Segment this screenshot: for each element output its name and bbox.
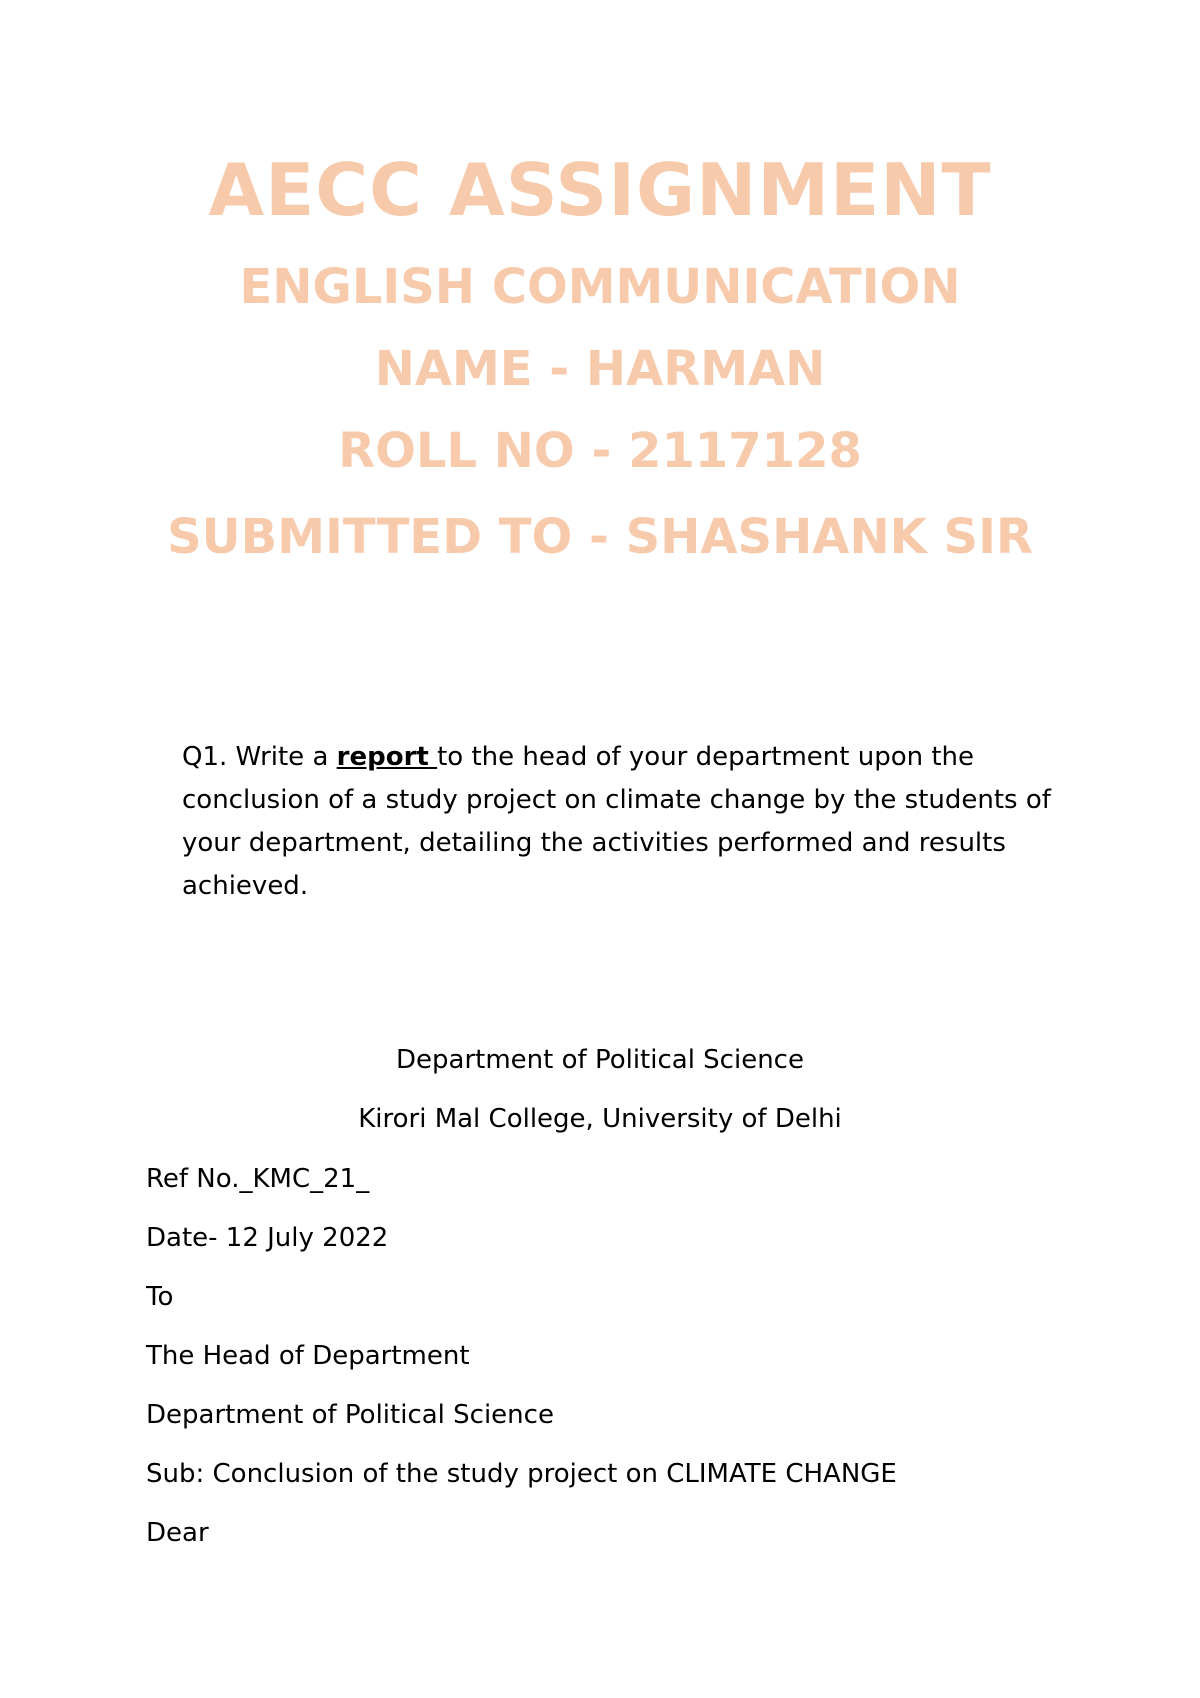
letter-subject: Sub: Conclusion of the study project on CLIMATE CHANGE (146, 1459, 897, 1489)
submitted-to-heading: SUBMITTED TO - SHASHANK SIR (167, 509, 1033, 565)
subject-heading: ENGLISH COMMUNICATION (239, 259, 961, 315)
student-name-heading: NAME - HARMAN (374, 341, 826, 397)
question-text (182, 736, 1062, 908)
letter-to: To (146, 1282, 174, 1312)
question-report-word: report (336, 742, 429, 772)
roll-number-heading: ROLL NO - 2117128 (338, 423, 862, 479)
question-rest: to the head of your department upon the conclusion of a study project on climate change by the students of your department, detailing the activities performed and results achieved. (182, 742, 1051, 901)
assignment-title: AECC ASSIGNMENT (208, 148, 992, 232)
question-prefix: Q1. Write a (182, 742, 337, 772)
letter-date: Date- 12 July 2022 (146, 1223, 389, 1253)
letterhead-college: Kirori Mal College, University of Delhi (358, 1104, 842, 1134)
reference-number: Ref No._KMC_21_ (146, 1164, 370, 1194)
letterhead-department: Department of Political Science (396, 1045, 804, 1075)
recipient-department: Department of Political Science (146, 1400, 554, 1430)
letter-salutation: Dear (146, 1518, 209, 1548)
recipient-title: The Head of Department (146, 1341, 470, 1371)
question-underlined-space (429, 742, 437, 772)
